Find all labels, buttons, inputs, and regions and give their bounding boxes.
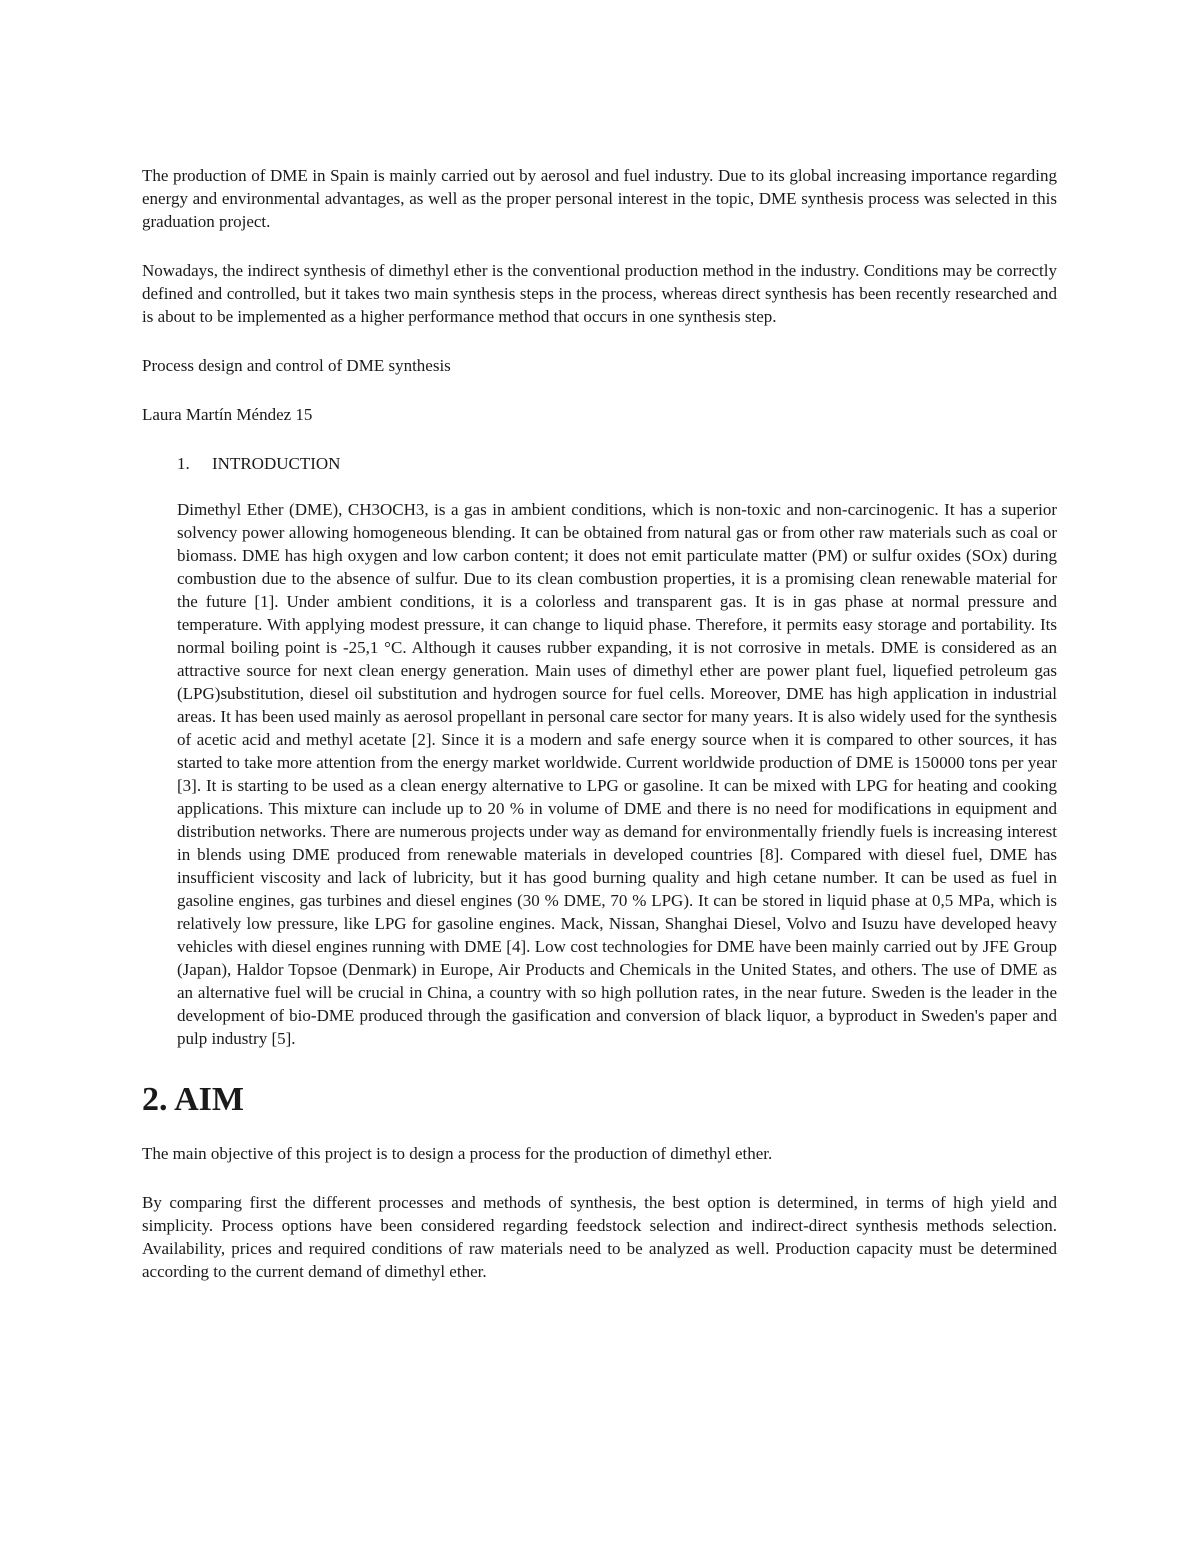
section-1-heading: [177, 452, 1057, 475]
aim-paragraph-1: The main objective of this project is to design a process for the production of dimethyl ether.: [142, 1144, 773, 1163]
running-header: Process design and control of DME synthesis: [142, 356, 451, 375]
introduction-body: Dimethyl Ether (DME), CH3OCH3, is a gas in ambient conditions, which is non-toxic and non-carcinogenic. It has a superior solvency power allowing homogeneous blending. It can be obtained from natural gas or from other raw materials such as coal or biomass. DME has high oxygen and low carbon content; it does not emit particulate matter (PM) or sulfur oxides (SOx) during combustion due to the absence of sulfur. Due to its clean combustion properties, it is a promising clean renewable material for the future [1]. Under ambient conditions, it is a colorless and transparent gas. It is in gas phase at normal pressure and temperature. With applying modest pressure, it can change to liquid phase. Therefore, it permits easy storage and portability. Its normal boiling point is -25,1 °C. Although it causes rubber expanding, it is not corrosive in metals. DME is considered as an attractive source for next clean energy generation. Main uses of dimethyl ether are power plant fuel, liquefied petroleum gas (LPG)substitution, diesel oil substitution and hydrogen source for fuel cells. Moreover, DME has high application in industrial areas. It has been used mainly as aerosol propellant in personal care sector for many years. It is also widely used for the synthesis of acetic acid and methyl acetate [2]. Since it is a modern and safe energy source when it is compared to other sources, it has started to take more attention from the energy market worldwide. Current worldwide production of DME is 150000 tons per year [3]. It is starting to be used as a clean energy alternative to LPG or gasoline. It can be mixed with LPG for heating and cooking applications. This mixture can include up to 20 % in volume of DME and there is no need for modifications in equipment and distribution networks. There are numerous projects under way as demand for environmentally friendly fuels is increasing interest in blends using DME produced from renewable materials in developed countries [8]. Compared with diesel fuel, DME has insufficient viscosity and lack of lubricity, but it has good burning quality and high cetane number. It can be used as fuel in gasoline engines, gas turbines and diesel engines (30 % DME, 70 % LPG). It can be stored in liquid phase at 0,5 MPa, which is relatively low pressure, like LPG for gasoline engines. Mack, Nissan, Shanghai Diesel, Volvo and Isuzu have developed heavy vehicles with diesel engines running with DME [4]. Low cost technologies for DME have been mainly carried out by JFE Group (Japan), Haldor Topsoe (Denmark) in Europe, Air Products and Chemicals in the United States, and others. The use of DME as an alternative fuel will be crucial in China, a country with so high pollution rates, in the near future. Sweden is the leader in the development of bio-DME produced through the gasification and conversion of black liquor, a byproduct in Sweden's paper and pulp industry [5].: [177, 500, 1057, 1048]
section-1-title: INTRODUCTION: [212, 454, 341, 473]
section-2-heading: 2. AIM: [142, 1081, 244, 1118]
intro-paragraph-2: Nowadays, the indirect synthesis of dimethyl ether is the conventional production method in the industry. Conditions may be correctly defined and controlled, but it takes two main synthesis steps in the process, whereas direct synthesis has been recently researched and is about to be implemented as a higher performance method that occurs in one synthesis step.: [142, 261, 1057, 326]
document-page: [142, 164, 1057, 1283]
intro-paragraph-1: The production of DME in Spain is mainly carried out by aerosol and fuel industry. Due to its global increasing importance regarding energy and environmental advantages, as well as the proper personal interest in the topic, DME synthesis process was selected in this graduation project.: [142, 166, 1057, 231]
aim-paragraph-2: By comparing first the different processes and methods of synthesis, the best option is determined, in terms of high yield and simplicity. Process options have been considered regarding feedstock selection and indirect-direct synthesis methods selection. Availability, prices and required conditions of raw materials need to be analyzed as well. Production capacity must be determined according to the current demand of dimethyl ether.: [142, 1193, 1057, 1281]
section-1-number: 1.: [177, 454, 190, 473]
author-page-line: Laura Martín Méndez 15: [142, 405, 313, 424]
